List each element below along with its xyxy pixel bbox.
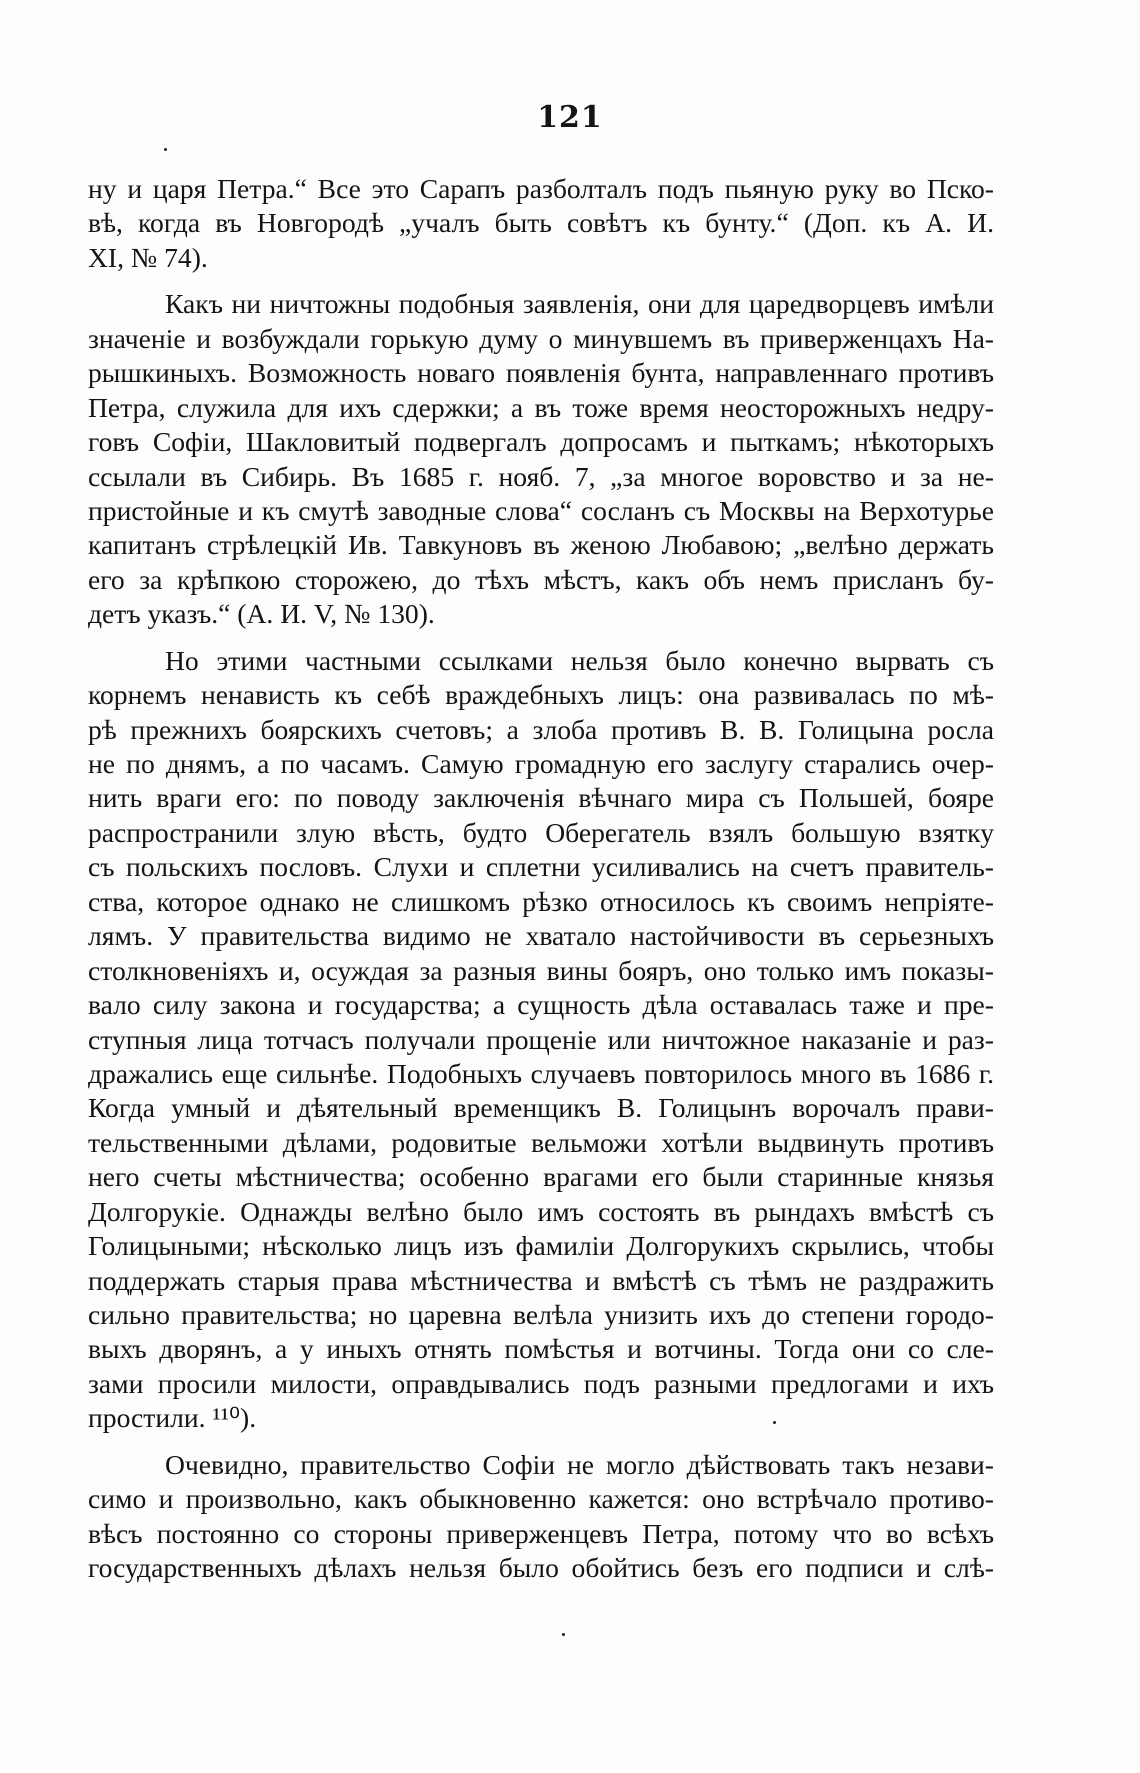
text-line: ства, которое однако не слишкомъ рѣзко относилось къ своимъ непріяте- <box>88 885 994 917</box>
text-line: нить враги его: по поводу заключенія вѣчнаго мира съ Польшей, бояре <box>88 782 994 814</box>
text-line: вѣ, когда въ Новгородѣ „учалъ быть совѣтъ къ бунту.“ (Доп. къ А. И. <box>88 207 994 239</box>
text-line: рѣ прежнихъ боярскихъ счетовъ; а злоба противъ В. В. Голицына росла <box>88 713 994 745</box>
paragraph-1 <box>88 172 994 275</box>
text-line: симо и произвольно, какъ обыкновенно кажется: оно встрѣчало противо- <box>88 1483 994 1515</box>
paragraph-gap <box>88 275 994 287</box>
text-line: Петра, служила для ихъ сдержки; а въ тоже время неосторожныхъ недру- <box>88 391 994 423</box>
text-line: съ польскихъ пословъ. Слухи и сплетни усиливались на счетъ правитель- <box>88 851 994 883</box>
paragraph-gap <box>88 1436 994 1448</box>
text-line: вѣсъ постоянно со стороны приверженцевъ Петра, потому что во всѣхъ <box>88 1517 994 1549</box>
text-line: столкновеніяхъ и, осуждая за разныя вины бояръ, оно только имъ показы- <box>88 954 994 986</box>
page-number: 121 <box>537 100 603 135</box>
text-line: Голицыными; нѣсколько лицъ изъ фамиліи Долгорукихъ скрылись, чтобы <box>88 1230 994 1262</box>
text-line: его за крѣпкою сторожею, до тѣхъ мѣстъ, какъ объ немъ присланъ бу- <box>88 563 994 595</box>
text-line: дражались еще сильнѣе. Подобныхъ случаевъ повторилось много въ 1686 г. <box>88 1057 994 1089</box>
text-line: тельственными дѣлами, родовитые вельможи хотѣли выдвинуть противъ <box>88 1126 994 1158</box>
text-line: XI, № 74). <box>88 241 208 273</box>
text-line: сильно правительства; но царевна велѣла унизить ихъ до степени городо- <box>88 1299 994 1330</box>
text-line: лямъ. У правительства видимо не хватало настойчивости въ серьезныхъ <box>88 920 994 952</box>
text-line: зами просили милости, оправдывались подъ разными предлогами и ихъ <box>88 1367 994 1399</box>
text-line: детъ указъ.“ (А. И. V, № 130). <box>88 598 435 630</box>
text-line: Но этими частными ссылками нельзя было конечно вырвать съ <box>165 644 994 676</box>
text-line: поддержать старыя права мѣстничества и вмѣстѣ съ тѣмъ не раздражить <box>88 1264 994 1296</box>
text-line: Очевидно, правительство Софіи не могло дѣйствовать такъ незави- <box>165 1448 994 1480</box>
text-line: простили. ¹¹⁰). <box>88 1402 257 1434</box>
paragraph-4 <box>88 1448 994 1586</box>
body-text <box>88 172 994 1586</box>
text-line: вало силу закона и государства; а сущность дѣла оставалась таже и пре- <box>88 989 994 1021</box>
text-line: рышкиныхъ. Возможность новаго появленія бунта, направленнаго противъ <box>88 357 994 389</box>
scan-speck <box>562 1633 565 1636</box>
text-line: него счеты мѣстничества; особенно врагами его были старинные князья <box>88 1161 994 1193</box>
text-line: ну и царя Петра.“ Все это Сарапъ разболталъ подъ пьяную руку во Пско- <box>88 173 994 204</box>
text-line: капитанъ стрѣлецкій Ив. Тавкуновъ въ женою Любавою; „велѣно держать <box>88 529 994 561</box>
text-line: ссылали въ Сибирь. Въ 1685 г. нояб. 7, „за многое воровство и за не- <box>88 460 994 492</box>
paragraph-2 <box>88 287 994 631</box>
text-line: корнемъ ненависть къ себѣ враждебныхъ лицъ: она развивалась по мѣ- <box>88 679 994 711</box>
text-line: значеніе и возбуждали горькую думу о минувшемъ въ приверженцахъ На- <box>88 322 994 354</box>
text-line: Когда умный и дѣятельный временщикъ В. Голицынъ ворочалъ прави- <box>88 1092 994 1124</box>
scan-speck <box>773 1421 776 1424</box>
text-line: не по днямъ, а по часамъ. Самую громадную его заслугу старались очер- <box>88 748 994 779</box>
text-line: ступныя лица тотчасъ получали прощеніе или ничтожное наказаніе и раз- <box>88 1023 994 1055</box>
text-line: выхъ дворянъ, а у иныхъ отнять помѣстья и вотчины. Тогда они со сле- <box>88 1333 994 1365</box>
text-line: пристойные и къ смутѣ заводные слова“ сосланъ съ Москвы на Верхотурье <box>88 494 994 526</box>
text-line: говъ Софіи, Шакловитый подвергалъ допросамъ и пыткамъ; нѣкоторыхъ <box>88 426 994 458</box>
text-line: Долгорукіе. Однажды велѣно было имъ состоять въ рындахъ вмѣстѣ съ <box>88 1195 994 1227</box>
paragraph-gap <box>88 632 994 644</box>
text-line: распространили злую вѣсть, будто Оберегатель взялъ большую взятку <box>88 816 994 848</box>
text-line: государственныхъ дѣлахъ нельзя было обойтись безъ его подписи и слѣ- <box>88 1552 994 1584</box>
text-line: Какъ ни ничтожны подобныя заявленія, они для царедворцевъ имѣли <box>165 288 994 320</box>
paragraph-3 <box>88 644 994 1436</box>
scan-speck <box>164 148 167 151</box>
